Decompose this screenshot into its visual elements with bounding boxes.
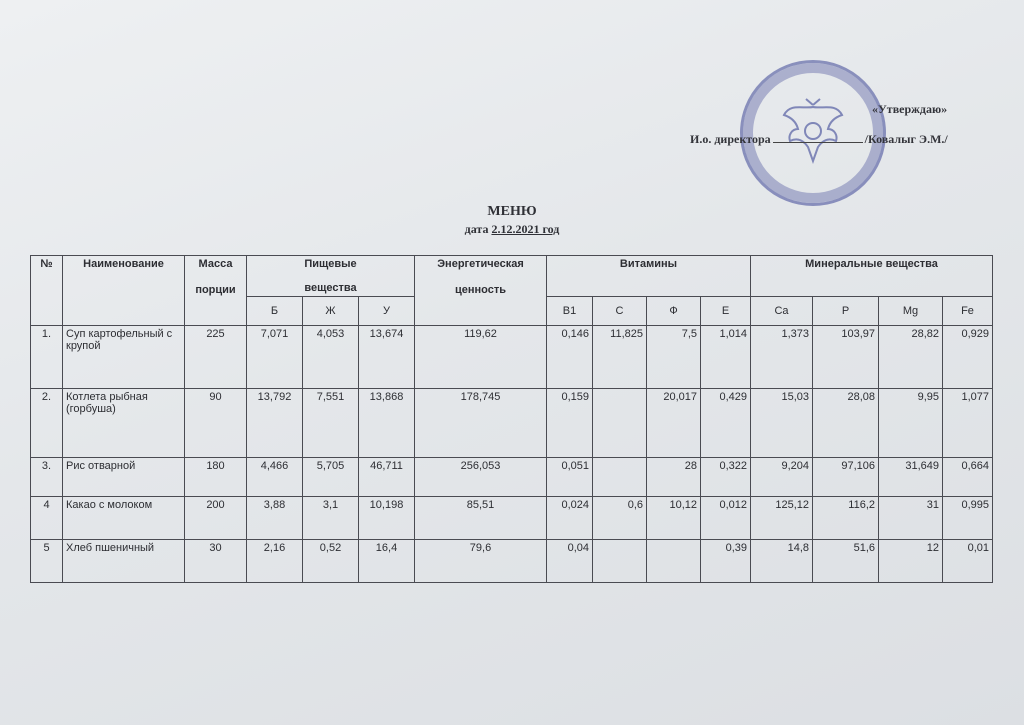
col-header-vitamins: Витамины	[547, 256, 751, 297]
cell-fat: 4,053	[303, 326, 359, 389]
cell-energy: 85,51	[415, 497, 547, 540]
nutrients-label-1: Пищевые	[304, 258, 357, 270]
col-header-energy	[415, 256, 547, 326]
cell-c	[593, 540, 647, 583]
cell-b1: 0,159	[547, 389, 593, 458]
cell-protein: 7,071	[247, 326, 303, 389]
cell-e: 0,429	[701, 389, 751, 458]
sub-header-carbs: У	[359, 297, 415, 326]
cell-fe: 0,01	[943, 540, 993, 583]
sub-header-fe: Fe	[943, 297, 993, 326]
cell-mg: 12	[879, 540, 943, 583]
cell-carbs: 10,198	[359, 497, 415, 540]
col-header-minerals: Минеральные вещества	[751, 256, 993, 297]
dish-name: Какао с молоком	[63, 497, 185, 540]
row-num: 5	[31, 540, 63, 583]
table-row	[31, 540, 993, 583]
dish-name: Рис отварной	[63, 458, 185, 497]
cell-fe: 1,077	[943, 389, 993, 458]
sub-header-e: E	[701, 297, 751, 326]
cell-carbs: 16,4	[359, 540, 415, 583]
cell-carbs: 13,674	[359, 326, 415, 389]
cell-c	[593, 458, 647, 497]
cell-fat: 5,705	[303, 458, 359, 497]
cell-f: 28	[647, 458, 701, 497]
row-num: 1.	[31, 326, 63, 389]
cell-protein: 4,466	[247, 458, 303, 497]
col-header-name: Наименование	[63, 256, 185, 326]
cell-e: 0,39	[701, 540, 751, 583]
date-prefix: дата	[464, 222, 489, 236]
cell-p: 103,97	[813, 326, 879, 389]
approve-label: «Утверждаю»	[872, 102, 948, 116]
cell-e: 0,012	[701, 497, 751, 540]
cell-energy: 256,053	[415, 458, 547, 497]
sub-header-c: C	[593, 297, 647, 326]
cell-mg: 28,82	[879, 326, 943, 389]
nutrition-table	[30, 255, 993, 583]
cell-energy: 178,745	[415, 389, 547, 458]
signature-blank	[773, 142, 863, 143]
cell-b1: 0,024	[547, 497, 593, 540]
cell-mg: 31	[879, 497, 943, 540]
row-num: 3.	[31, 458, 63, 497]
table-row	[31, 326, 993, 389]
table-row	[31, 497, 993, 540]
cell-mass: 225	[185, 326, 247, 389]
menu-date	[0, 222, 1024, 237]
table-row	[31, 389, 993, 458]
date-value: 2.12.2021 год	[491, 222, 560, 236]
position-label: И.о. директора	[690, 132, 771, 146]
cell-carbs: 13,868	[359, 389, 415, 458]
col-header-nutrients	[247, 256, 415, 297]
signature-line	[690, 132, 948, 147]
sub-header-p: P	[813, 297, 879, 326]
cell-ca: 1,373	[751, 326, 813, 389]
cell-mg: 9,95	[879, 389, 943, 458]
cell-fat: 3,1	[303, 497, 359, 540]
dish-name: Котлета рыбная (горбуша)	[63, 389, 185, 458]
cell-protein: 3,88	[247, 497, 303, 540]
cell-b1: 0,146	[547, 326, 593, 389]
sub-header-b1: B1	[547, 297, 593, 326]
sub-header-mg: Mg	[879, 297, 943, 326]
cell-f: 10,12	[647, 497, 701, 540]
cell-c	[593, 389, 647, 458]
cell-ca: 125,12	[751, 497, 813, 540]
cell-mass: 180	[185, 458, 247, 497]
cell-mg: 31,649	[879, 458, 943, 497]
sub-header-fat: Ж	[303, 297, 359, 326]
cell-protein: 13,792	[247, 389, 303, 458]
cell-energy: 79,6	[415, 540, 547, 583]
sub-header-protein: Б	[247, 297, 303, 326]
cell-fe: 0,995	[943, 497, 993, 540]
cell-fat: 7,551	[303, 389, 359, 458]
cell-fe: 0,664	[943, 458, 993, 497]
cell-c: 0,6	[593, 497, 647, 540]
cell-b1: 0,051	[547, 458, 593, 497]
cell-fat: 0,52	[303, 540, 359, 583]
cell-ca: 14,8	[751, 540, 813, 583]
table-row	[31, 458, 993, 497]
cell-mass: 90	[185, 389, 247, 458]
page-title: МЕНЮ	[487, 204, 537, 219]
cell-f: 7,5	[647, 326, 701, 389]
dish-name: Суп картофельный с крупой	[63, 326, 185, 389]
dish-name: Хлеб пшеничный	[63, 540, 185, 583]
director-name: /Ковалыг Э.М./	[864, 132, 948, 146]
cell-e: 1,014	[701, 326, 751, 389]
sub-header-f: Ф	[647, 297, 701, 326]
cell-c: 11,825	[593, 326, 647, 389]
energy-label-2: ценность	[454, 284, 506, 296]
cell-protein: 2,16	[247, 540, 303, 583]
nutrients-label-2: вещества	[304, 282, 357, 294]
cell-ca: 15,03	[751, 389, 813, 458]
col-header-num: №	[31, 256, 63, 326]
mass-label-1: Масса	[198, 258, 233, 270]
cell-energy: 119,62	[415, 326, 547, 389]
sub-header-ca: Ca	[751, 297, 813, 326]
cell-carbs: 46,711	[359, 458, 415, 497]
cell-mass: 30	[185, 540, 247, 583]
cell-e: 0,322	[701, 458, 751, 497]
cell-mass: 200	[185, 497, 247, 540]
cell-ca: 9,204	[751, 458, 813, 497]
row-num: 2.	[31, 389, 63, 458]
cell-p: 51,6	[813, 540, 879, 583]
cell-b1: 0,04	[547, 540, 593, 583]
cell-f	[647, 540, 701, 583]
col-header-mass	[185, 256, 247, 326]
cell-f: 20,017	[647, 389, 701, 458]
mass-label-2: порции	[195, 284, 236, 296]
cell-fe: 0,929	[943, 326, 993, 389]
cell-p: 97,106	[813, 458, 879, 497]
cell-p: 116,2	[813, 497, 879, 540]
row-num: 4	[31, 497, 63, 540]
energy-label-1: Энергетическая	[437, 258, 524, 270]
cell-p: 28,08	[813, 389, 879, 458]
